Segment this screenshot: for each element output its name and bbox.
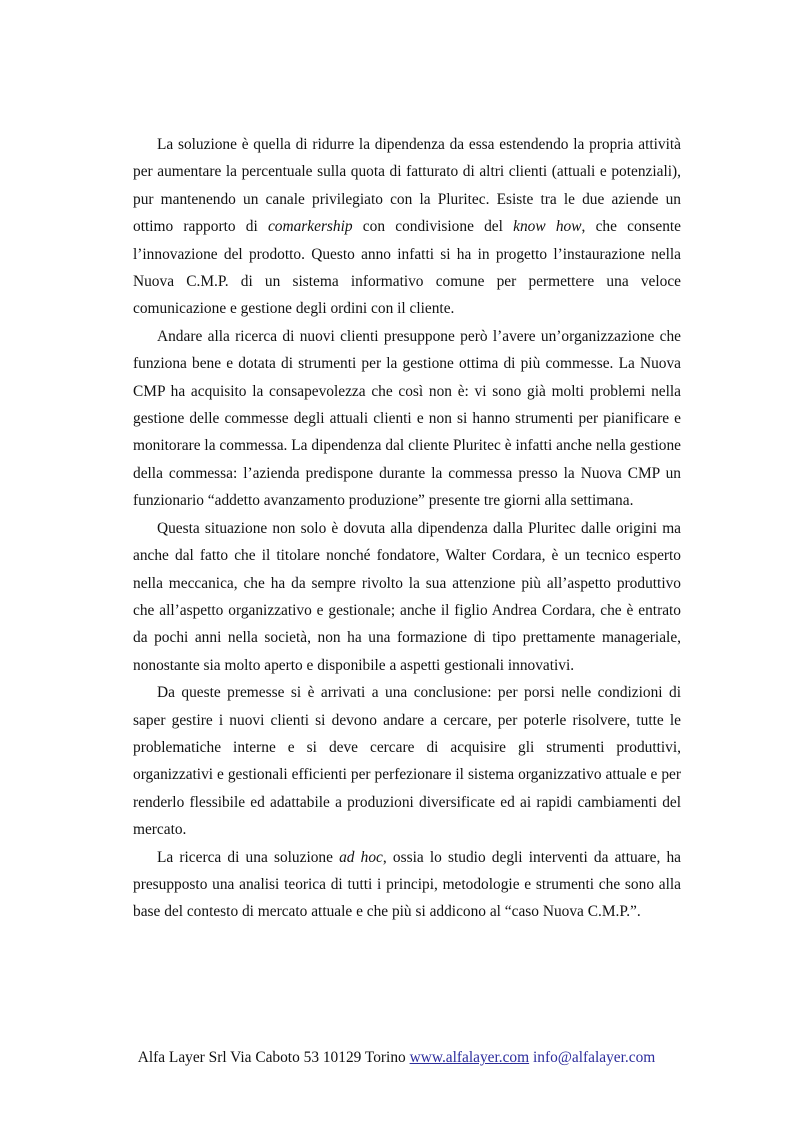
text-segment: , ossia lo studio degli interventi da attuare, ha presupposto una analisi teorica di tutti i principi, metodologie e strumenti che sono alla base del contesto di mercato attuale e che più si addicono al “caso Nuova C.M.P.”. xyxy=(133,848,682,921)
paragraph xyxy=(133,323,681,515)
paragraph xyxy=(133,131,681,323)
text-segment: La soluzione è quella di ridurre la dipendenza da essa estendendo la propria attività per aumentare la percentuale sulla quota di fatturato di altri clienti (attuali e potenziali), pur mantenendo un canale privilegiato con la Pluritec. Esiste tra le due aziende un ottimo rapporto di xyxy=(133,136,681,236)
paragraph xyxy=(133,844,681,926)
page-footer xyxy=(0,1048,793,1068)
website-link[interactable]: www.alfalayer.com xyxy=(409,1049,530,1066)
italic-term: know how xyxy=(513,218,582,236)
italic-term: ad hoc xyxy=(339,848,383,866)
text-segment: Andare alla ricerca di nuovi clienti presuppone però l’avere un’organizzazione che funziona bene e dotata di strumenti per la gestione ottima di più commesse. La Nuova CMP ha acquisito la consapevolezza che così non è: vi sono già molti problemi nella gestione delle commesse degli attuali clienti e non si hanno strumenti per pianificare e monitorare la commessa. La dipendenza dal cliente Pluritec è infatti anche nella gestione della commessa: l’azienda predispone durante la commessa presso la Nuova CMP un funzionario “addetto avanzamento produzione” presente tre giorni alla settimana. xyxy=(133,327,681,510)
text-segment: con condivisione del xyxy=(352,218,514,236)
paragraph xyxy=(133,679,681,843)
text-segment: Da queste premesse si è arrivati a una conclusione: per porsi nelle condizioni di saper gestire i nuovi clienti si devono andare a cercare, per poterle risolvere, tutte le problematiche interne e si deve cercare di acquisire gli strumenti produttivi, organizzativi e gestionali efficienti per perfezionare il sistema organizzativo attuale e per renderlo flessibile ed adattabile a produzioni diversificate ed ai rapidi cambiamenti del mercato. xyxy=(133,684,681,839)
body-text xyxy=(133,131,681,926)
text-segment: Questa situazione non solo è dovuta alla dipendenza dalla Pluritec dalle origini ma anche dal fatto che il titolare nonché fondatore, Walter Cordara, è un tecnico esperto nella meccanica, che ha da sempre rivolto la sua attenzione più all’aspetto produttivo che all’aspetto organizzativo e gestionale; anche il figlio Andrea Cordara, che è entrato da pochi anni nella società, non ha una formazione di tipo prettamente manageriale, nonostante sia molto aperto e disponibile a aspetti gestionali innovativi. xyxy=(133,519,681,674)
footer-company: Alfa Layer Srl Via Caboto 53 10129 Torino xyxy=(137,1049,406,1066)
italic-term: comarkership xyxy=(267,218,353,236)
paragraph xyxy=(133,515,681,679)
text-segment: La ricerca di una soluzione xyxy=(157,848,340,866)
email-link[interactable]: info@alfalayer.com xyxy=(532,1049,656,1066)
text-segment: , che consente l’innovazione del prodotto. Questo anno infatti si ha in progetto l’instaurazione nella Nuova C.M.P. di un sistema informativo comune per permettere una veloce comunicazione e gestione degli ordini con il cliente. xyxy=(133,218,681,318)
